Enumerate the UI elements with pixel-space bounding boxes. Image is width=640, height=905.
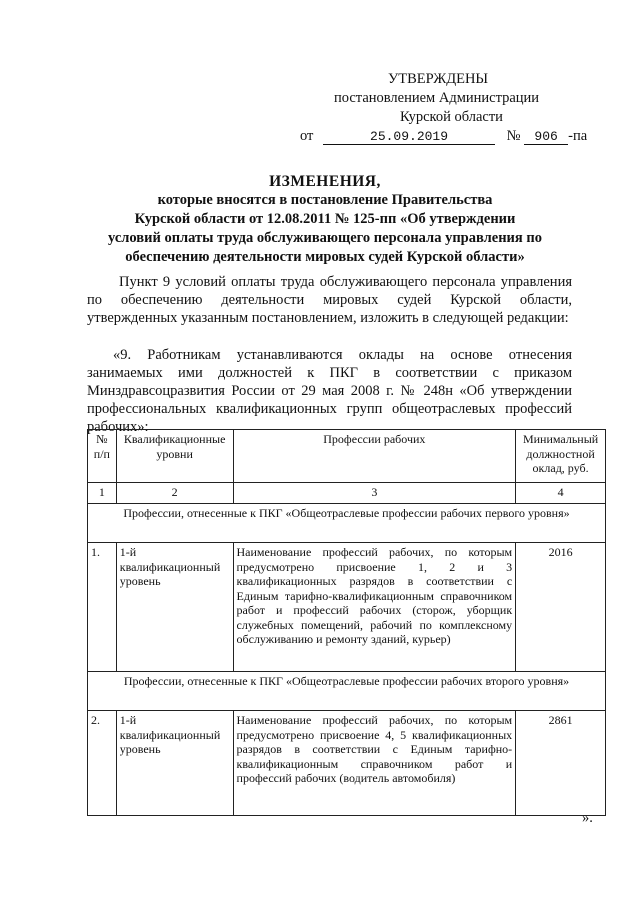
colnum-4: 4 (516, 483, 606, 504)
closing-quote: ». (582, 810, 593, 826)
title-line-2: которые вносятся в постановление Правительства (157, 192, 493, 208)
header-salary: Минимальный должностной оклад, руб. (516, 430, 606, 483)
approval-date: 25.09.2019 (323, 129, 495, 145)
table-group-row (88, 504, 606, 543)
number-suffix: -па (568, 128, 588, 144)
header-num: № п/п (88, 430, 117, 483)
approval-issuer: постановлением Администрации (334, 90, 540, 106)
paragraph-2: «9. Работникам устанавливаются оклады на основе отнесения занимаемых ими должностей к ПКГ в соответствии с приказом Минздравсоцразвития России от 29 мая 2008 г. № 248н «Об утверждении профессиональных квалификационных групп общеотраслевых профессий рабочих»: (87, 347, 572, 435)
number-label: № (506, 128, 521, 144)
approval-region: Курской области (400, 109, 503, 125)
row-salary: 2861 (516, 711, 606, 816)
colnum-1: 1 (88, 483, 117, 504)
row-num: 2. (88, 711, 117, 816)
group-title: Профессии, отнесенные к ПКГ «Общеотраслевые профессии рабочих второго уровня» (88, 672, 606, 711)
colnum-2: 2 (116, 483, 233, 504)
table-row (88, 543, 606, 672)
approval-heading: УТВЕРЖДЕНЫ (388, 71, 489, 87)
header-professions: Профессии рабочих (233, 430, 516, 483)
title-line-4: условий оплаты труда обслуживающего персонала управления по (108, 230, 542, 246)
paragraph-1: Пункт 9 условий оплаты труда обслуживающего персонала управления по обеспечению деятельности мировых судей Курской области, утвержденных указанным постановлением, изложить в следующей редакции: (87, 274, 572, 326)
row-description: Наименование профессий рабочих, по которым предусмотрено присвоение 4, 5 квалификационных разрядов в соответствии с Единым тарифно-квалификационным справочником работ и профессий рабочих (водитель автомобиля) (233, 711, 516, 816)
title-line-5: обеспечению деятельности мировых судей Курской области» (125, 249, 525, 265)
table-group-row (88, 672, 606, 711)
approval-date-number (300, 127, 587, 146)
salary-table (87, 429, 606, 816)
row-description: Наименование профессий рабочих, по которым предусмотрено присвоение 1, 2 и 3 квалификационных разрядов в соответствии с Единым тарифно-квалификационным справочником работ и профессий рабочих (сторож, уборщик служебных помещений, рабочий по комплексному обслуживанию и ремонту зданий, курьер) (233, 543, 516, 672)
row-level: 1-й квалификационный уровень (116, 543, 233, 672)
table-row (88, 711, 606, 816)
table-colnum-row (88, 483, 606, 504)
approval-number: 906 (524, 129, 568, 145)
row-num: 1. (88, 543, 117, 672)
table-header-row (88, 430, 606, 483)
title-line-1: ИЗМЕНЕНИЯ, (269, 173, 381, 190)
title-line-3: Курской области от 12.08.2011 № 125-пп «Об утверждении (134, 211, 516, 227)
colnum-3: 3 (233, 483, 516, 504)
from-label: от (300, 128, 314, 144)
document-title (95, 172, 555, 267)
group-title: Профессии, отнесенные к ПКГ «Общеотраслевые профессии рабочих первого уровня» (88, 504, 606, 543)
row-salary: 2016 (516, 543, 606, 672)
header-levels: Квалификационные уровни (116, 430, 233, 483)
row-level: 1-й квалификационный уровень (116, 711, 233, 816)
